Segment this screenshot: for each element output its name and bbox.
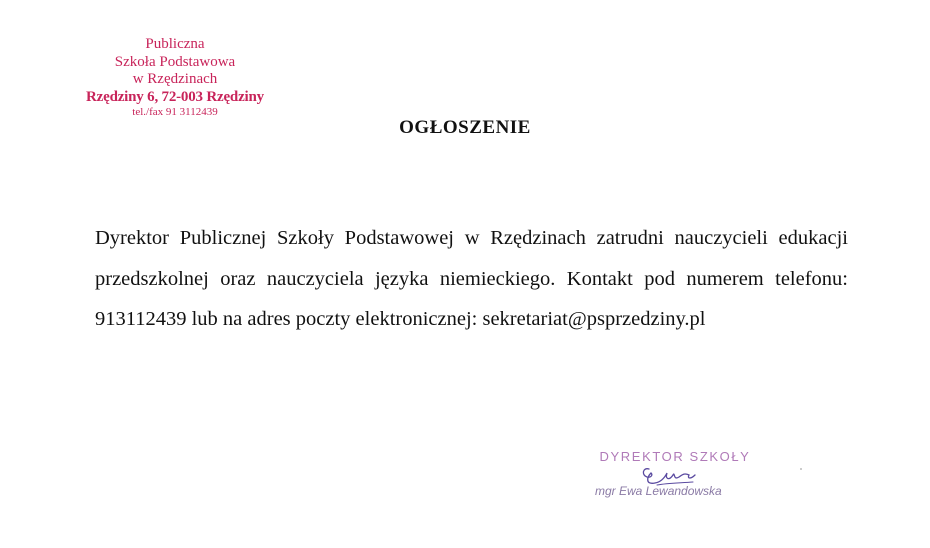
stamp-line-school-type: Publiczna: [145, 36, 205, 52]
scan-speck: [800, 468, 802, 470]
stamp-line-address: Rzędziny 6, 72-003 Rzędziny: [86, 88, 264, 105]
stamp-line-location: w Rzędzinach: [132, 71, 218, 87]
document-heading: OGŁOSZENIE: [399, 117, 531, 138]
school-stamp: [68, 36, 282, 119]
announcement-body: Dyrektor Publicznej Szkoły Podstawowej w Rzędzinach zatrudni nauczycieli edukacji przedszkolnej oraz nauczyciela języka niemieckiego. Kontakt pod numerem telefonu: 913112439 lub na adres poczty elektronicznej: sekretariat@psprzedziny.pl: [95, 227, 848, 330]
signature-name-stamp: mgr Ewa Lewandowska: [595, 484, 722, 498]
stamp-line-phone: tel./fax 91 3112439: [132, 106, 218, 118]
stamp-line-school-name: Szkoła Podstawowa: [114, 53, 236, 70]
signature-title-stamp: DYREKTOR SZKOŁY: [599, 449, 751, 464]
director-signature-block: [585, 449, 765, 498]
